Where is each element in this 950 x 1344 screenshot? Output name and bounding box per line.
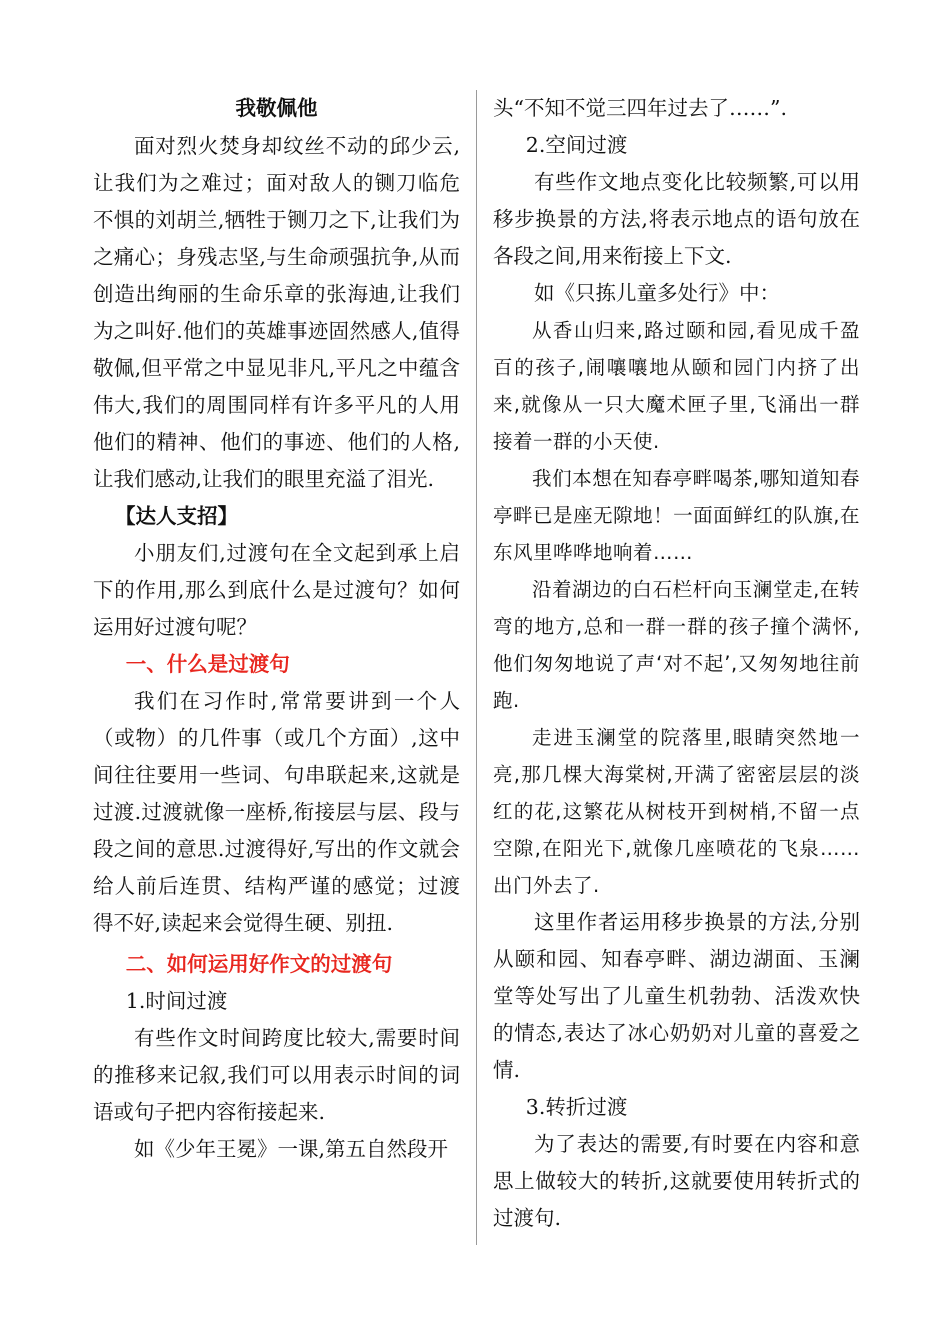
article-body-paragraph: 面对烈火焚身却纹丝不动的邱少云,让我们为之难过；面对敌人的铡刀临危不惧的刘胡兰,牺牲于铡刀之下,让我们为之痛心；身残志坚,与生命顽强抗争,从而创造出绚丽的生命乐章的张海迪,让我们为之叫好.他们的英雄事迹固然感人,值得敬佩,但平常之中显见非凡,平凡之中蕴含伟大,我们的周围同样有许多平凡的人用他们的精神、他们的事迹、他们的人格,让我们感动,让我们的眼里充溢了泪光. — [93, 134, 460, 491]
example-continuation: 头“不知不觉三四年过去了……”. — [493, 96, 787, 120]
example-intro-paragraph: 如《少年王冕》一课,第五自然段开 — [134, 1137, 449, 1161]
intro-paragraph: 小朋友们,过渡句在全文起到承上启下的作用,那么到底什么是过渡句？如何运用好过渡句呢？ — [93, 541, 460, 639]
article-title: 我敬佩他 — [235, 96, 318, 120]
example-source-line: 如《只拣儿童多处行》中： — [534, 281, 780, 305]
turn-transition-paragraph: 为了表达的需要,有时要在内容和意思上做较大的转折,这就要使用转折式的过渡句. — [493, 1132, 860, 1230]
quote-paragraph-4: 走进玉澜堂的院落里,眼睛突然地一亮,那几棵大海棠树,开满了密密层层的淡红的花,这繁花从树枝开到树梢,不留一点空隙,在阳光下,就像几座喷花的飞泉……出门外去了. — [493, 726, 860, 897]
left-column — [93, 90, 460, 1168]
space-transition-paragraph: 有些作文地点变化比较频繁,可以用移步换景的方法,将表示地点的语句放在各段之间,用来衔接上下文. — [493, 170, 860, 268]
subheading-space-transition: 2.空间过渡 — [525, 133, 628, 157]
heading-what-is-transition: 一、什么是过渡句 — [125, 652, 290, 676]
right-column — [493, 90, 860, 1237]
section-header-tips: 【达人支招】 — [115, 504, 238, 528]
definition-paragraph: 我们在习作时,常常要讲到一个人（或物）的几件事（或几个方面）,这中间往往要用一些词、句串联起来,这就是过渡.过渡就像一座桥,衔接层与层、段与段之间的意思.过渡得好,写出的作文就会给人前后连贯、结构严谨的感觉；过渡得不好,读起来会觉得生硬、别扭. — [93, 689, 460, 935]
subheading-time-transition: 1.时间过渡 — [125, 989, 228, 1013]
subheading-turn-transition: 3.转折过渡 — [525, 1095, 628, 1119]
heading-how-to-use: 二、如何运用好作文的过渡句 — [125, 952, 393, 976]
quote-paragraph-3: 沿着湖边的白石栏杆向玉澜堂走,在转弯的地方,总和一群一群的孩子撞个满怀,他们匆匆地说了声‘对不起’,又匆匆地往前跑. — [493, 578, 860, 712]
quote-paragraph-1: 从香山归来,路过颐和园,看见成千盈百的孩子,闹嚷嚷地从颐和园门内挤了出来,就像从一只大魔术匣子里,飞涌出一群接着一群的小天使. — [493, 319, 860, 453]
time-transition-paragraph: 有些作文时间跨度比较大,需要时间的推移来记叙,我们可以用表示时间的词语或句子把内容衔接起来. — [93, 1026, 460, 1124]
analysis-paragraph: 这里作者运用移步换景的方法,分别从颐和园、知春亭畔、湖边湖面、玉澜堂等处写出了儿童生机勃勃、活泼欢快的情态,表达了冰心奶奶对儿童的喜爱之情. — [493, 910, 860, 1082]
quote-paragraph-2: 我们本想在知春亭畔喝茶,哪知道知春亭畔已是座无隙地！一面面鲜红的队旗,在东风里哗哗地响着…… — [493, 467, 860, 564]
column-divider — [476, 90, 477, 1245]
